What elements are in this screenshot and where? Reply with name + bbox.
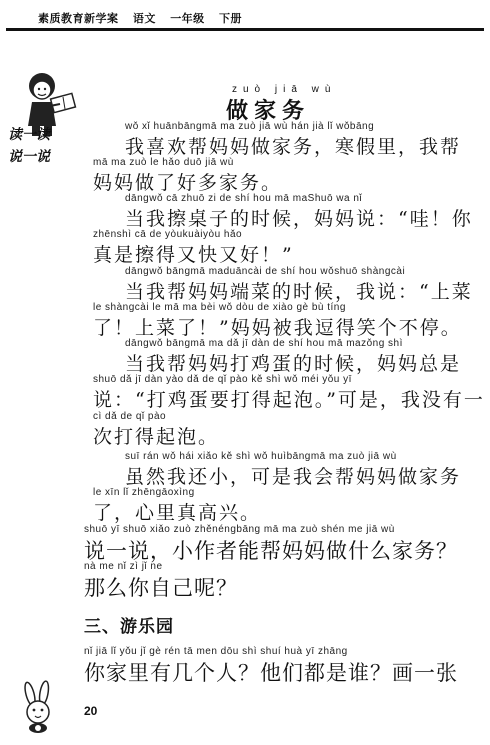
side-label-say: 说一说: [8, 149, 50, 165]
page-number: 20: [84, 704, 98, 718]
passage-line: 当我擦桌子的时候，妈妈说：“哇！你: [125, 208, 473, 230]
passage-line: 说：“打鸡蛋要打得起泡。”可是，我没有一: [93, 389, 485, 411]
header-subject: 语文: [132, 12, 156, 25]
passage-pinyin: wǒ xǐ huānbāngmā ma zuò jiā wù hán jià lǐ wǒbāng: [125, 121, 375, 132]
passage-line: 真是擦得又快又好！”: [93, 244, 294, 266]
question-pinyin: nà me nǐ zì jǐ ne: [84, 561, 163, 572]
passage-pinyin: zhēnshì cā de yòukuàiyòu hǎo: [93, 229, 243, 240]
header-volume: 下册: [219, 12, 243, 25]
question-pinyin: shuō yī shuō xiǎo zuò zhěnéngbāng mā ma zuò shén me jiā wù: [84, 524, 395, 535]
passage-pinyin: dāngwǒ cā zhuō zi de shí hou mā maShuō wa nǐ: [125, 193, 363, 204]
passage-line: 次打得起泡。: [93, 426, 220, 448]
passage-pinyin: dāngwǒ bāngmā maduāncài de shí hou wǒshuō shàngcài: [125, 266, 406, 277]
bunny-illustration: [12, 680, 67, 735]
passage-line: 虽然我还小，可是我会帮妈妈做家务: [125, 466, 462, 488]
header-grade: 一年级: [170, 12, 205, 25]
passage-pinyin: le xīn lǐ zhēngāoxìng: [93, 487, 195, 498]
side-label-read: 读一读: [8, 127, 50, 143]
question-line: 说一说，小作者能帮妈妈做什么家务？: [84, 539, 458, 563]
passage-line: 当我帮妈妈端菜的时候，我说：“上菜: [125, 281, 473, 303]
passage-line: 了！上菜了！”妈妈被我逗得笑个不停。: [93, 317, 462, 339]
passage-pinyin: suī rán wǒ hái xiǎo kě shì wǒ huìbāngmā ma zuò jiā wù: [125, 451, 397, 462]
activity-line: 你家里有几个人？他们都是谁？画一张: [84, 661, 458, 685]
section-title: 三、游乐园: [84, 617, 174, 637]
passage-pinyin: mā ma zuò le hǎo duō jiā wù: [93, 157, 234, 168]
passage-line: 了，心里真高兴。: [93, 502, 262, 524]
passage-line: 当我帮妈妈打鸡蛋的时候，妈妈总是: [125, 353, 462, 375]
title-pinyin: zuò jiā wù: [232, 84, 337, 95]
passage-pinyin: shuō dǎ jī dàn yào dǎ de qǐ pào kě shì wǒ méi yǒu yī: [93, 374, 352, 385]
passage-pinyin: cì dǎ de qǐ pào: [93, 411, 167, 422]
header-series: 素质教育新学案: [38, 12, 119, 25]
passage-line: 妈妈做了好多家务。: [93, 172, 283, 194]
question-line: 那么你自己呢？: [84, 576, 238, 600]
activity-pinyin: nǐ jiā lǐ yǒu jǐ gè rén tā men dōu shì shuí huà yī zhāng: [84, 646, 348, 657]
passage-pinyin: le shàngcài le mā ma bèi wǒ dòu de xiào gè bù tíng: [93, 302, 346, 313]
passage-line: 我喜欢帮妈妈做家务，寒假里，我帮: [125, 136, 462, 158]
page-title: 做家务: [226, 99, 311, 124]
passage-pinyin: dāngwǒ bāngmā ma dǎ jī dàn de shí hou mā mazǒng shì: [125, 338, 403, 349]
